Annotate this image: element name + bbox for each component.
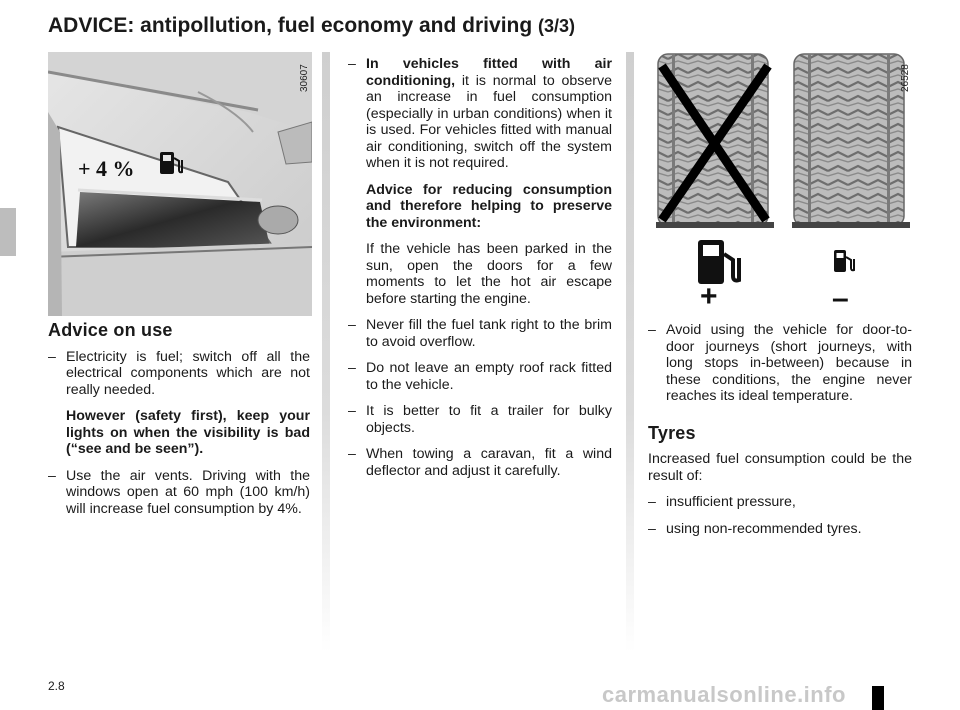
advice-on-use-heading: Advice on use (48, 320, 173, 340)
list-item: – Never fill the fuel tank right to the brim to avoid overflow. (348, 317, 612, 350)
list-item: – Electricity is fuel; switch off all the electrical components which are not really needed. (48, 348, 310, 398)
window-figure (48, 52, 312, 316)
tyres-figure-ref: 26528 (900, 64, 911, 92)
minus-sign: – (832, 282, 849, 315)
tyres-intro: Increased fuel consumption could be the result of: (648, 451, 912, 484)
list-item: – When towing a caravan, fit a wind deflector and adjust it carefully. (348, 446, 612, 479)
fuel-pump-large-icon (698, 240, 739, 284)
tyres-figure (648, 52, 912, 316)
worn-tyre-image (656, 54, 774, 228)
bookmark-marker (872, 686, 884, 710)
watermark: carmanualsonline.info (602, 682, 846, 707)
consumption-increase-label: + 4 % (78, 156, 135, 181)
page-part: (3/3) (538, 16, 576, 36)
air-conditioning-item: – In vehicles fitted with air conditioning, it is normal to observe an increase in fuel consumption (especially in urban conditions) when it is used. For vehicles fitted with manual air conditioning, switch off the system when it is not required. (348, 56, 612, 171)
list-item: – It is better to fit a trailer for bulky objects. (348, 403, 612, 436)
list-item: – using non-recommended tyres. (648, 520, 862, 537)
list-item: – insufficient pressure, (648, 494, 796, 510)
window-illustration (48, 52, 312, 316)
section-side-tab (0, 208, 16, 256)
column-3 (648, 322, 912, 547)
good-tyre-image (792, 54, 910, 228)
advice-heading: Advice for reducing consumption and therefore helping to preserve the environment: (366, 181, 612, 231)
column-divider (322, 52, 330, 652)
page-title: ADVICE: antipollution, fuel economy and driving (3/3) (48, 14, 576, 37)
safety-note: However (safety first), keep your lights on when the visibility is bad (“see and be seen”). (66, 408, 310, 457)
tyres-illustration (648, 52, 912, 316)
fuel-pump-small-icon (834, 250, 854, 272)
list-item: – Do not leave an empty roof rack fitted to the vehicle. (348, 360, 612, 393)
column-2 (348, 56, 612, 489)
page-number: 2.8 (48, 679, 65, 693)
door-to-door-item: – Avoid using the vehicle for door-to-door journeys (short journeys, with long stops in-between) because in these conditions, the engine never reaches its ideal temperature. (648, 322, 912, 404)
tyres-heading: Tyres (648, 422, 696, 443)
list-item: – Use the air vents. Driving with the windows open at 60 mph (100 km/h) will increase fuel consumption by 4%. (48, 467, 310, 517)
column-1 (48, 322, 310, 527)
column-divider (626, 52, 634, 652)
plus-sign: + (700, 280, 718, 313)
window-figure-ref: 30607 (299, 64, 310, 92)
advice-text: If the vehicle has been parked in the sun, open the doors for a few moments to let the hot air escape before starting the engine. (366, 241, 612, 307)
